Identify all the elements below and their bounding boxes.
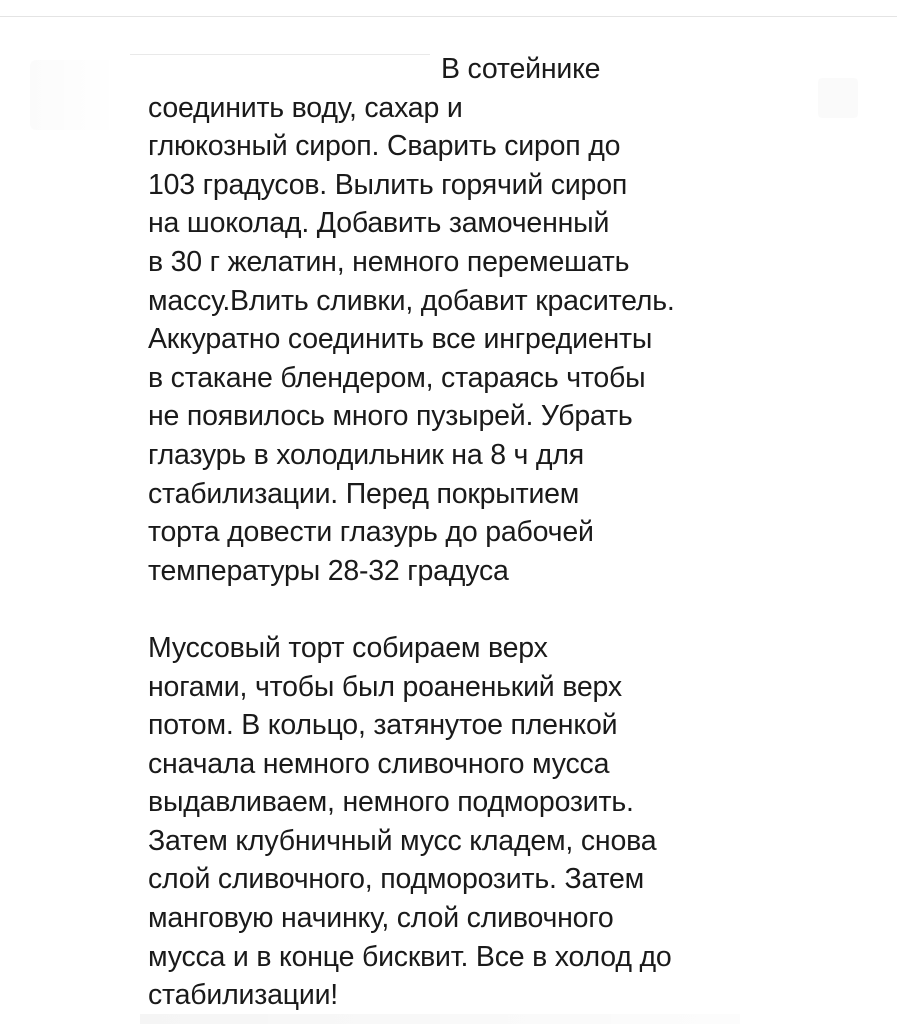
paragraph-gap [148,590,868,629]
text-line: Аккуратно соединить все ингредиенты [148,323,653,356]
text-line: торта довести глазурь до рабочей [148,516,594,549]
faded-background-area [30,60,120,130]
paragraph-glaze [148,50,868,590]
top-divider [0,16,897,17]
paragraph-assembly [148,629,868,1015]
text-line: соединить воду, сахар и [148,91,463,124]
recipe-text [148,50,868,1015]
text-line: выдавливаем, немного подморозить. [148,786,634,819]
cut-off-next-line [140,1014,740,1024]
text-line: В сотейнике [441,53,601,85]
text-line: не появилось много пузырей. Убрать [148,400,633,433]
text-line: 103 градусов. Вылить горячий сироп [148,168,628,201]
text-line: Муссовый торт собираем верх [148,631,548,664]
text-line: температуры 28-32 градуса [148,554,509,587]
text-line: стабилизации. Перед покрытием [148,477,580,510]
text-line: в стакане блендером, стараясь чтобы [148,361,646,394]
text-line: сначала немного сливочного мусса [148,747,610,780]
text-line: мусса и в конце бисквит. Все в холод до [148,940,672,973]
text-line: Затем клубничный мусс кладем, снова [148,824,657,857]
text-line: в 30 г желатин, немного перемешать [148,245,630,278]
text-line: глазурь в холодильник на 8 ч для [148,438,585,471]
text-line: на шоколад. Добавить замоченный [148,207,610,240]
text-line: ногами, чтобы был роаненький верх [148,670,622,703]
text-line: стабилизации! [148,979,339,1012]
text-line: потом. В кольцо, затянутое пленкой [148,709,618,742]
text-line: глюкозный сироп. Сварить сироп до [148,130,621,163]
text-line: массу.Влить сливки, добавит краситель. [148,284,675,317]
text-line: слой сливочного, подморозить. Затем [148,863,645,896]
text-line: манговую начинку, слой сливочного [148,902,614,935]
